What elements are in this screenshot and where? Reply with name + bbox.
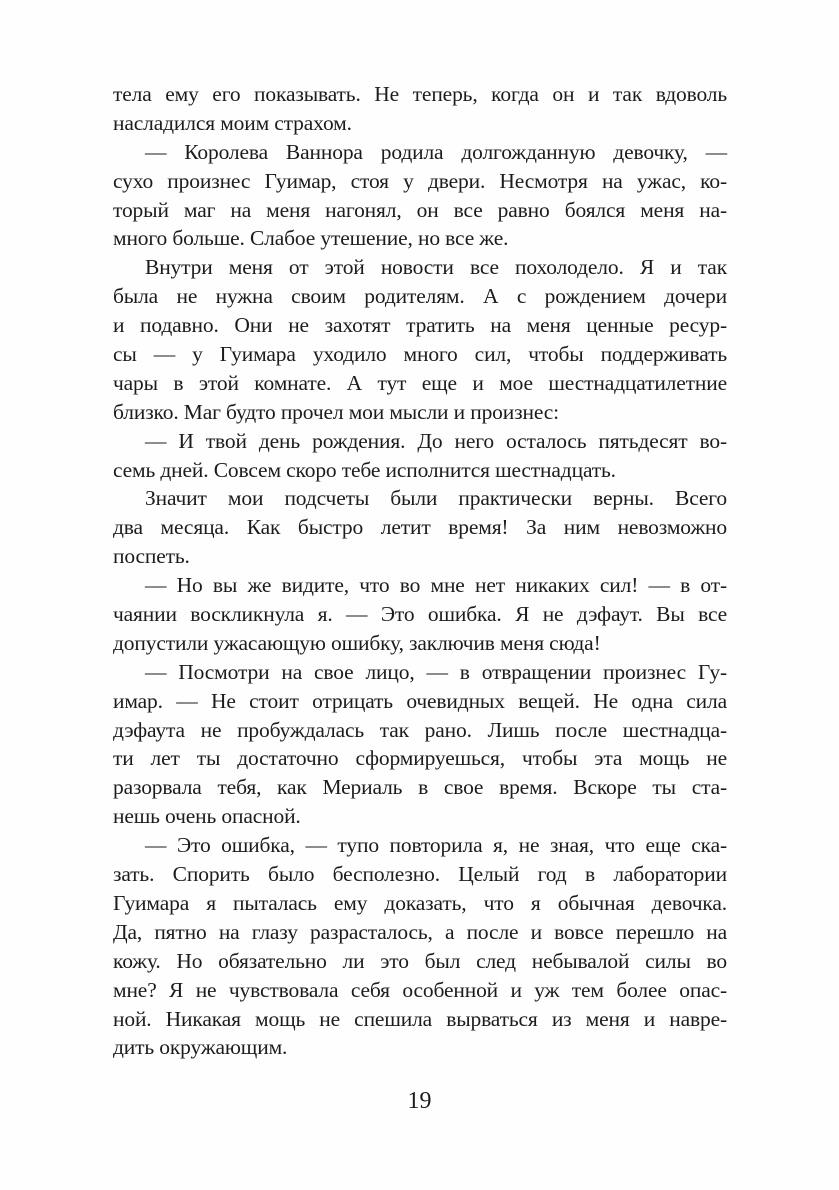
paragraph-first-line: — Это ошибка, — тупо повторила я, не зная, что еще ска-: [145, 833, 727, 858]
text-line: торый маг на меня нагонял, он все равно боялся меня на-: [113, 197, 727, 222]
text-line: ти лет ты достаточно сформируешься, чтобы эта мощь не: [113, 746, 727, 771]
text-line: тела ему его показывать. Не теперь, когда он и так вдоволь: [113, 82, 727, 106]
paragraph-first-line: — Королева Ваннора родила долгожданную девочку, —: [145, 139, 727, 164]
text-line: и подавно. Они не захотят тратить на меня ценные ресур-: [113, 313, 727, 338]
text-line: два месяца. Как быстро летит время! За ним невозможно: [113, 515, 727, 540]
text-line: ной. Никакая мощь не спешила вырваться из меня и навре-: [113, 1006, 727, 1031]
page-number: 19: [407, 1088, 432, 1114]
text-line: дить окружающим.: [113, 1035, 288, 1060]
paragraph-first-line: Внутри меня от этой новости все похолодело. Я и так: [145, 255, 727, 280]
text-line: мне? Я не чувствовала себя особенной и уж тем более опас-: [113, 977, 727, 1002]
text-line: близко. Маг будто прочел мои мысли и произнес:: [113, 399, 559, 424]
text-line: чаянии воскликнула я. — Это ошибка. Я не дэфаут. Вы все: [113, 602, 727, 627]
paragraph-first-line: — И твой день рождения. До него осталось пятьдесят во-: [145, 428, 727, 453]
text-line: поспеть.: [113, 544, 190, 569]
text-line: семь дней. Совсем скоро тебе исполнится шестнадцать.: [113, 457, 616, 482]
text-line: сы — у Гуимара уходило много сил, чтобы поддерживать: [113, 342, 727, 367]
text-line: зать. Спорить было бесполезно. Целый год в лаборатории: [113, 862, 727, 887]
text-line: Да, пятно на глазу разрасталось, а после и вовсе перешло на: [113, 919, 727, 944]
paragraph-first-line: Значит мои подсчеты были практически верны. Всего: [145, 486, 727, 511]
text-line: много больше. Слабое утешение, но все же.: [113, 226, 509, 251]
text-line: имар. — Не стоит отрицать очевидных вещей. Не одна сила: [113, 688, 727, 713]
text-line: разорвала тебя, как Мериаль в свое время. Вскоре ты ста-: [113, 775, 727, 800]
text-line: сухо произнес Гуимар, стоя у двери. Несмотря на ужас, ко-: [113, 168, 727, 193]
text-line: Гуимара я пыталась ему доказать, что я обычная девочка.: [113, 890, 727, 915]
text-line: допустили ужасающую ошибку, заключив меня сюда!: [113, 630, 601, 655]
text-line: насладился моим страхом.: [113, 110, 352, 135]
text-line: нешь очень опасной.: [113, 804, 301, 829]
paragraph-first-line: — Посмотри на свое лицо, — в отвращении произнес Гу-: [145, 659, 727, 684]
text-line: чары в этой комнате. А тут еще и мое шестнадцатилетние: [113, 370, 727, 395]
text-line: кожу. Но обязательно ли это был след небывалой силы во: [113, 948, 727, 973]
text-line: дэфаута не пробуждалась так рано. Лишь после шестнадца-: [113, 717, 727, 742]
paragraph-first-line: — Но вы же видите, что во мне нет никаких сил! — в от-: [145, 573, 727, 598]
body-text: [113, 80, 727, 1062]
text-line: была не нужна своим родителям. А с рождением дочери: [113, 284, 727, 309]
